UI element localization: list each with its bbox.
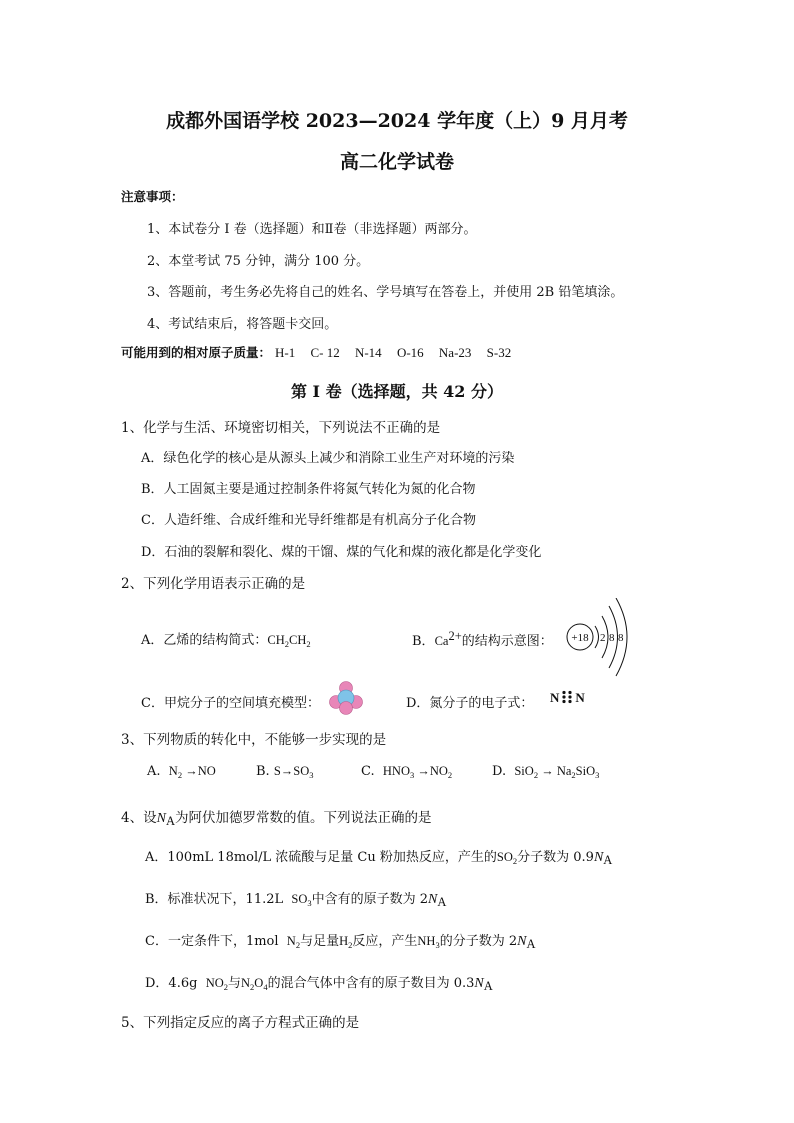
triple-bond-dots-icon — [560, 690, 574, 704]
mass-c: C- 12 — [310, 345, 340, 360]
q3-option-b: B. $S\to SO_3$ — [256, 764, 314, 780]
q1-option-d: D．石油的裂解和裂化、煤的干馏、煤的气化和煤的液化都是化学变化 — [141, 545, 542, 560]
q2-ion-charge: 2+ — [448, 629, 462, 643]
q4-option-d-pre: D．4.6g — [145, 976, 198, 991]
q1-stem: 1、化学与生活、环境密切相关，下列说法不正确的是 — [121, 420, 441, 436]
q4-option-d-mid1: 与 — [228, 976, 242, 991]
q3-option-b-label: B. — [256, 764, 270, 779]
q3-option-d: D. $SiO_2 \to Na_2SiO_3$ — [492, 764, 600, 780]
q2-option-a-text: A．乙烯的结构简式： — [141, 633, 268, 648]
q2-ion-symbol: Ca — [434, 634, 449, 648]
q4-option-b: B．标准状况下，11.2L $SO_3$中含有的原子数为 $2N_A$ — [145, 892, 447, 909]
shell-2-count: 8 — [609, 632, 615, 644]
notice-item-4: 4、考试结束后，将答题卡交回。 — [147, 317, 338, 332]
methane-model-icon — [328, 680, 364, 716]
q1-option-b: B．人工固氮主要是通过控制条件将氮气转化为氮的化合物 — [141, 482, 476, 497]
q4-option-c-mid1: 与足量 — [300, 934, 340, 949]
n2-atom-right: N — [575, 690, 585, 705]
q3-option-c-label: C. — [361, 764, 375, 779]
shell-3-count: 8 — [618, 632, 624, 644]
q4-option-a: A．100mL 18mol/L 浓硫酸与足量 Cu 粉加热反应，产生的$SO_2$分子数为 $0.9N_A$ — [145, 850, 613, 867]
q2-option-d: D．氮分子的电子式： — [406, 696, 534, 711]
notice-item-2: 2、本堂考试 75 分钟，满分 100 分。 — [147, 254, 370, 269]
notice-item-3: 3、答题前，考生务必先将自己的姓名、学号填写在答卷上，并使用 2B 铅笔填涂。 — [147, 285, 624, 300]
notice-heading: 注意事项： — [121, 189, 184, 204]
q4-stem-pre: 4、设 — [121, 810, 157, 826]
q4-option-c: C．一定条件下，1mol $N_2$与足量$H_2$反应，产生$NH_3$的分子数为 $2N_A$ — [145, 934, 536, 951]
mass-h: H-1 — [275, 345, 296, 360]
q4-option-a-mid: 分子数为 0.9 — [517, 850, 594, 865]
q2-option-b-text: 的结构示意图： — [461, 634, 553, 649]
q4-option-c-mid2: 反应，产生 — [352, 934, 418, 949]
q4-stem — [121, 806, 431, 829]
q1-option-c: C．人造纤维、合成纤维和光导纤维都是有机高分子化合物 — [141, 513, 476, 528]
mass-o: O-16 — [396, 345, 424, 360]
ion-structure-diagram — [562, 598, 642, 678]
notice-item-1: 1、本试卷分 I 卷（选择题）和Ⅱ卷（非选择题）两部分。 — [147, 222, 477, 237]
q4-option-a-pre: A．100mL 18mol/L 浓硫酸与足量 Cu 粉加热反应，产生的 — [145, 850, 497, 865]
q1-option-a: A．绿色化学的核心是从源头上减少和消除工业生产对环境的污染 — [141, 451, 515, 466]
q3-option-c: C. $HNO_3 \to NO_2$ — [361, 764, 453, 780]
q2-option-a: A．乙烯的结构简式：$CH_2CH_2$ — [141, 633, 311, 649]
section-title: 第 I 卷（选择题，共 42 分） — [290, 382, 504, 401]
q4-na-sub: A — [165, 814, 175, 828]
q3-option-d-label: D. — [492, 764, 507, 779]
q3-stem: 3、下列物质的转化中，不能够一步实现的是 — [121, 732, 387, 748]
q4-option-c-mid3: 的分子数为 2 — [439, 934, 518, 949]
nucleus-charge: +18 — [571, 632, 589, 644]
q3-option-a: A. $N_2 \to NO$ — [147, 764, 216, 780]
q2-option-c: C．甲烷分子的空间填充模型： — [141, 696, 320, 711]
q2-option-b — [412, 629, 553, 649]
q2-stem: 2、下列化学用语表示正确的是 — [121, 576, 306, 592]
q3-option-a-label: A. — [147, 764, 161, 779]
q4-na-symbol: N — [156, 811, 166, 826]
n2-electron-formula — [550, 690, 585, 706]
mass-na: Na-23 — [438, 345, 472, 360]
exam-title: 成都外国语学校 2023—2024 学年度（上）9 月月考 — [166, 110, 628, 132]
atomic-mass-label: 可能用到的相对原子质量： — [121, 345, 272, 360]
mass-n: N-14 — [354, 345, 382, 360]
q4-option-c-pre: C．一定条件下，1mol — [145, 934, 279, 949]
q4-option-b-pre: B．标准状况下，11.2L — [145, 892, 284, 907]
q4-option-d: D．4.6g $NO_2$与$N_2O_4$的混合气体中含有的原子数目为 $0.3N_A$ — [145, 976, 493, 993]
q4-option-d-mid2: 的混合气体中含有的原子数目为 0.3 — [267, 976, 475, 991]
q4-option-b-mid: 中含有的原子数为 2 — [311, 892, 429, 907]
q5-stem: 5、下列指定反应的离子方程式正确的是 — [121, 1015, 360, 1031]
exam-subtitle: 高二化学试卷 — [339, 151, 454, 173]
atomic-mass-line — [121, 343, 523, 361]
shell-1-count: 2 — [600, 632, 606, 644]
n2-atom-left: N — [550, 690, 560, 705]
mass-s: S-32 — [486, 345, 512, 360]
q2-option-b-prefix: B． — [412, 634, 435, 649]
q4-stem-post: 为阿伏加德罗常数的值。下列说法正确的是 — [174, 810, 432, 826]
